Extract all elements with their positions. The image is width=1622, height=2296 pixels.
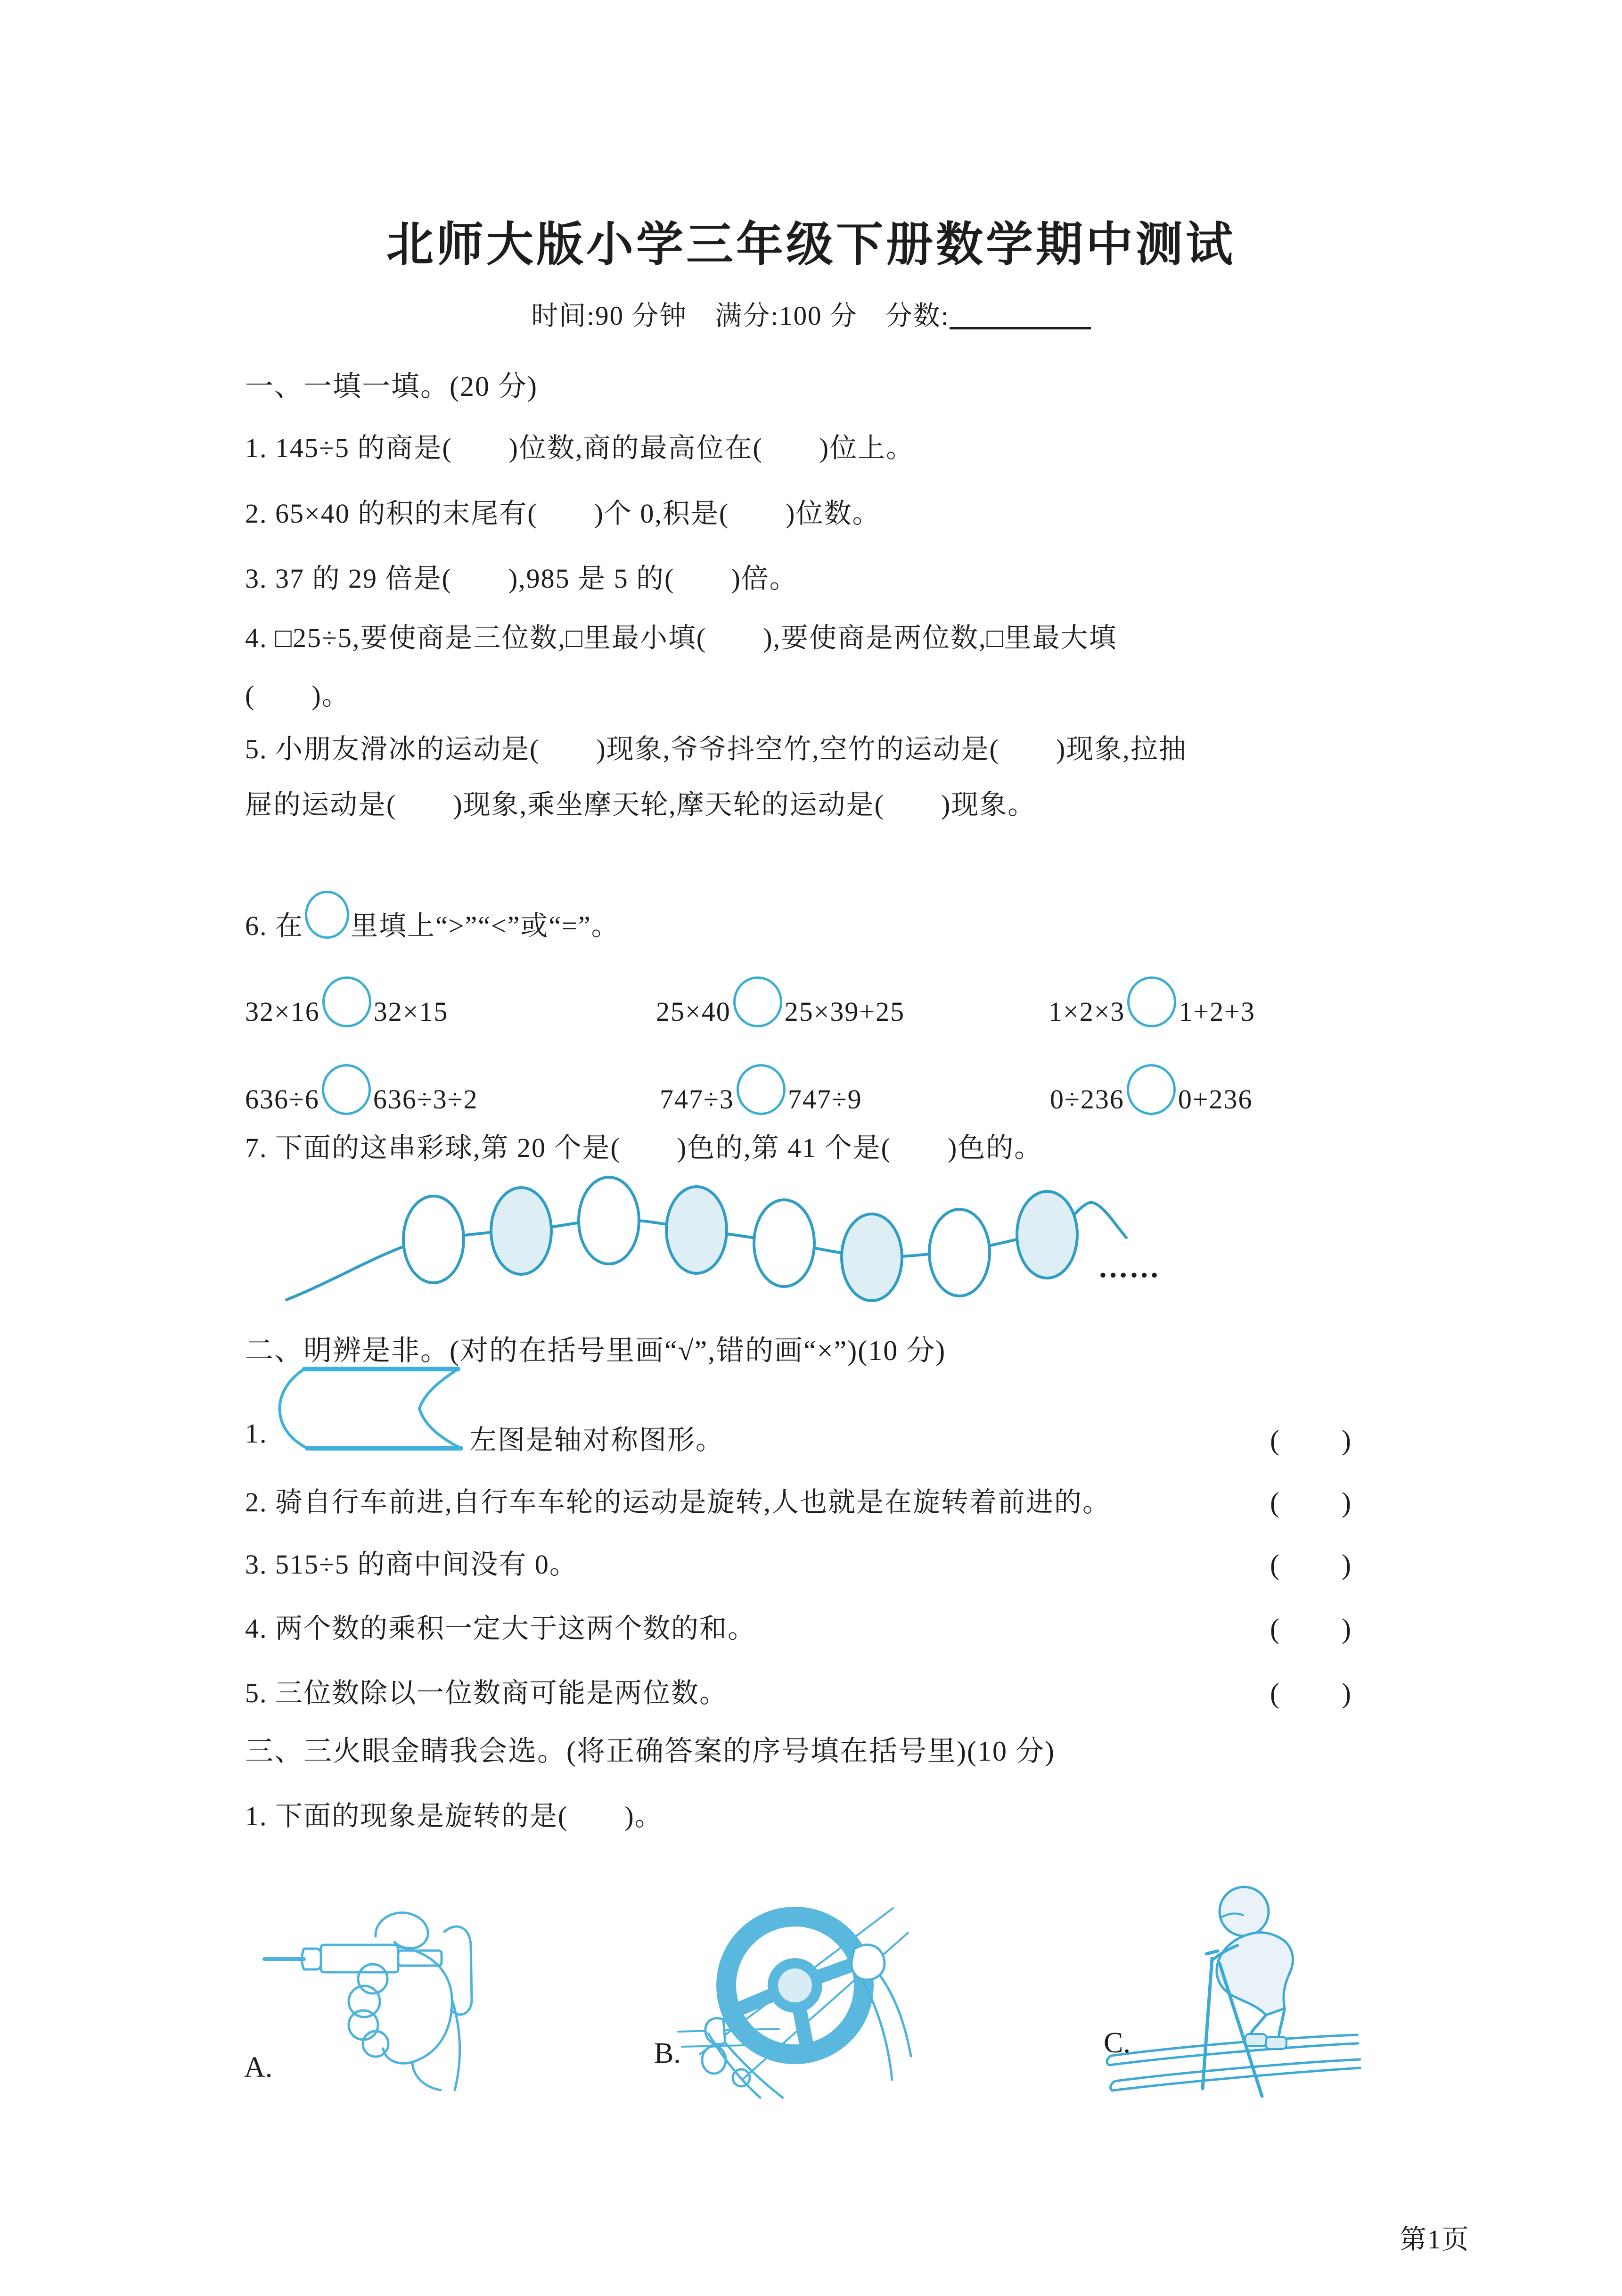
- comparison-cell: [656, 976, 905, 1027]
- cmp-right: 747÷9: [787, 1084, 862, 1115]
- s2-q1-answer-parens: ( ): [1270, 1425, 1353, 1456]
- cmp-left: 636÷6: [245, 1084, 319, 1115]
- bead-8-blue: [1017, 1191, 1077, 1278]
- comparison-cell: [245, 1064, 478, 1115]
- curved-page-shape-image: [274, 1363, 463, 1454]
- right-arm: [880, 1975, 911, 2056]
- syringe-barrel: [321, 1945, 398, 1972]
- s2-q4: 4. 两个数的乘积一定大于这两个数的和。: [245, 1613, 756, 1644]
- compare-circle-icon: [322, 1064, 371, 1115]
- s2-q5: 5. 三位数除以一位数商可能是两位数。: [245, 1678, 728, 1708]
- s3-q1: 1. 下面的现象是旋转的是( )。: [245, 1801, 663, 1831]
- paper-meta: [0, 294, 1622, 333]
- wheel-hub-center: [778, 1968, 812, 2002]
- bead-4-blue: [666, 1187, 727, 1273]
- compare-circle-icon: [322, 976, 371, 1027]
- cmp-right: 32×15: [373, 996, 449, 1027]
- thumb: [376, 1913, 428, 1948]
- option-b-label: B.: [654, 2037, 681, 2069]
- section-two-heading: 二、明辨是非。(对的在括号里画“√”,错的画“×”)(10 分): [245, 1335, 946, 1366]
- option-c-label: C.: [1104, 2027, 1130, 2059]
- compare-circle-icon: [1127, 1064, 1176, 1115]
- cmp-left: 0÷236: [1050, 1084, 1124, 1115]
- s1-q5-line1: 5. 小朋友滑冰的运动是( )现象,爷爷抖空竹,空竹的运动是( )现象,拉抽: [245, 734, 1187, 764]
- bead-chain-beads: [403, 1177, 1077, 1301]
- s1-q2: 2. 65×40 的积的末尾有( )个 0,积是( )位数。: [245, 498, 881, 529]
- s1-q7: 7. 下面的这串彩球,第 20 个是( )色的,第 41 个是( )色的。: [245, 1132, 1043, 1163]
- s1-q6: [245, 891, 620, 943]
- section-three-heading: 三、三火眼金睛我会选。(将正确答案的序号填在括号里)(10 分): [245, 1736, 1055, 1767]
- comparison-cell: [245, 976, 448, 1027]
- bead-7-white: [929, 1209, 990, 1296]
- compare-circle-icon: [1127, 976, 1176, 1027]
- ski-line: [1112, 2068, 1360, 2091]
- ellipsis-dots: ……: [1098, 1250, 1160, 1284]
- option-a-label: A.: [244, 2051, 273, 2083]
- skier-body: [1217, 1932, 1293, 2015]
- index-finger: [444, 1927, 472, 2015]
- s1-q4-line1: 4. □25÷5,要使商是三位数,□里最小填( ),要使商是两位数,□里最大填: [245, 623, 1117, 653]
- bead-1-white: [403, 1196, 464, 1283]
- compare-circle-icon: [737, 1064, 786, 1115]
- section-one-heading: 一、一填一填。(20 分): [245, 371, 538, 402]
- s2-q1-text: 左图是轴对称图形。: [469, 1425, 724, 1455]
- wrist-line: [412, 2063, 441, 2090]
- bead-chain-image: [283, 1160, 1131, 1311]
- cmp-left: 25×40: [656, 996, 731, 1027]
- left-hand: [705, 2018, 725, 2044]
- s2-q3: 3. 515÷5 的商中间没有 0。: [245, 1549, 578, 1580]
- skier-leg: [1279, 2009, 1285, 2035]
- option-a-image-syringe-hand: [257, 1902, 492, 2095]
- compare-circle-icon: [305, 891, 349, 939]
- bead-5-white: [754, 1200, 814, 1287]
- score-blank-line: [950, 302, 1091, 329]
- skier-boot: [1266, 2037, 1286, 2049]
- cmp-right: 25×39+25: [784, 996, 905, 1027]
- s1-q5-line2: 屉的运动是( )现象,乘坐摩天轮,摩天轮的运动是( )现象。: [245, 789, 1036, 820]
- pole-grip: [1206, 1951, 1218, 1954]
- s2-q4-answer-parens: ( ): [1270, 1613, 1353, 1644]
- skier-helmet: [1220, 1887, 1269, 1936]
- meta-text: 时间:90 分钟 满分:100 分 分数:: [531, 301, 950, 331]
- comparison-cell: [1050, 1064, 1253, 1115]
- option-b-image-steering-wheel: [667, 1892, 921, 2099]
- cmp-right: 636÷3÷2: [373, 1084, 478, 1115]
- skier-boot: [1245, 2034, 1267, 2046]
- shape-left-curve: [279, 1369, 307, 1448]
- s1-q1: 1. 145÷5 的商是( )位数,商的最高位在( )位上。: [245, 433, 915, 463]
- cmp-left: 747÷3: [660, 1084, 734, 1115]
- shape-right-curve: [419, 1369, 461, 1448]
- page-number: 第1页: [1400, 2225, 1470, 2255]
- s1-q3: 3. 37 的 29 倍是( ),985 是 5 的( )倍。: [245, 563, 798, 594]
- s1-q6-prefix: 6. 在: [245, 910, 304, 941]
- s1-q6-suffix: 里填上“>”“<”或“=”。: [351, 910, 620, 941]
- s1-q4-line2: ( )。: [245, 680, 350, 711]
- cmp-left: 1×2×3: [1049, 996, 1125, 1027]
- dashboard-line: [678, 2029, 779, 2032]
- option-c-image-skier: [1098, 1871, 1371, 2107]
- cmp-left: 32×16: [245, 996, 320, 1027]
- s2-q1-number: 1.: [245, 1418, 268, 1449]
- s2-q5-answer-parens: ( ): [1270, 1678, 1353, 1709]
- ski-pole: [1203, 1959, 1212, 2089]
- page-title: 北师大版小学三年级下册数学期中测试: [386, 218, 1236, 271]
- comparison-cell: [660, 1064, 862, 1115]
- compare-circle-icon: [733, 976, 782, 1027]
- dashboard-knob: [702, 2046, 726, 2074]
- bead-3-white: [579, 1177, 639, 1264]
- skier-leg: [1251, 2015, 1266, 2034]
- comparison-cell: [1049, 976, 1255, 1027]
- bead-2-blue: [491, 1188, 551, 1274]
- finger-knuckle: [349, 2010, 378, 2040]
- s2-q2: 2. 骑自行车前进,自行车车轮的运动是旋转,人也就是在旋转着前进的。: [245, 1487, 1111, 1517]
- s2-q2-answer-parens: ( ): [1270, 1487, 1353, 1518]
- cmp-right: 0+236: [1178, 1084, 1253, 1115]
- bead-6-blue: [842, 1214, 902, 1301]
- cmp-right: 1+2+3: [1179, 996, 1255, 1027]
- s2-q3-answer-parens: ( ): [1270, 1549, 1353, 1580]
